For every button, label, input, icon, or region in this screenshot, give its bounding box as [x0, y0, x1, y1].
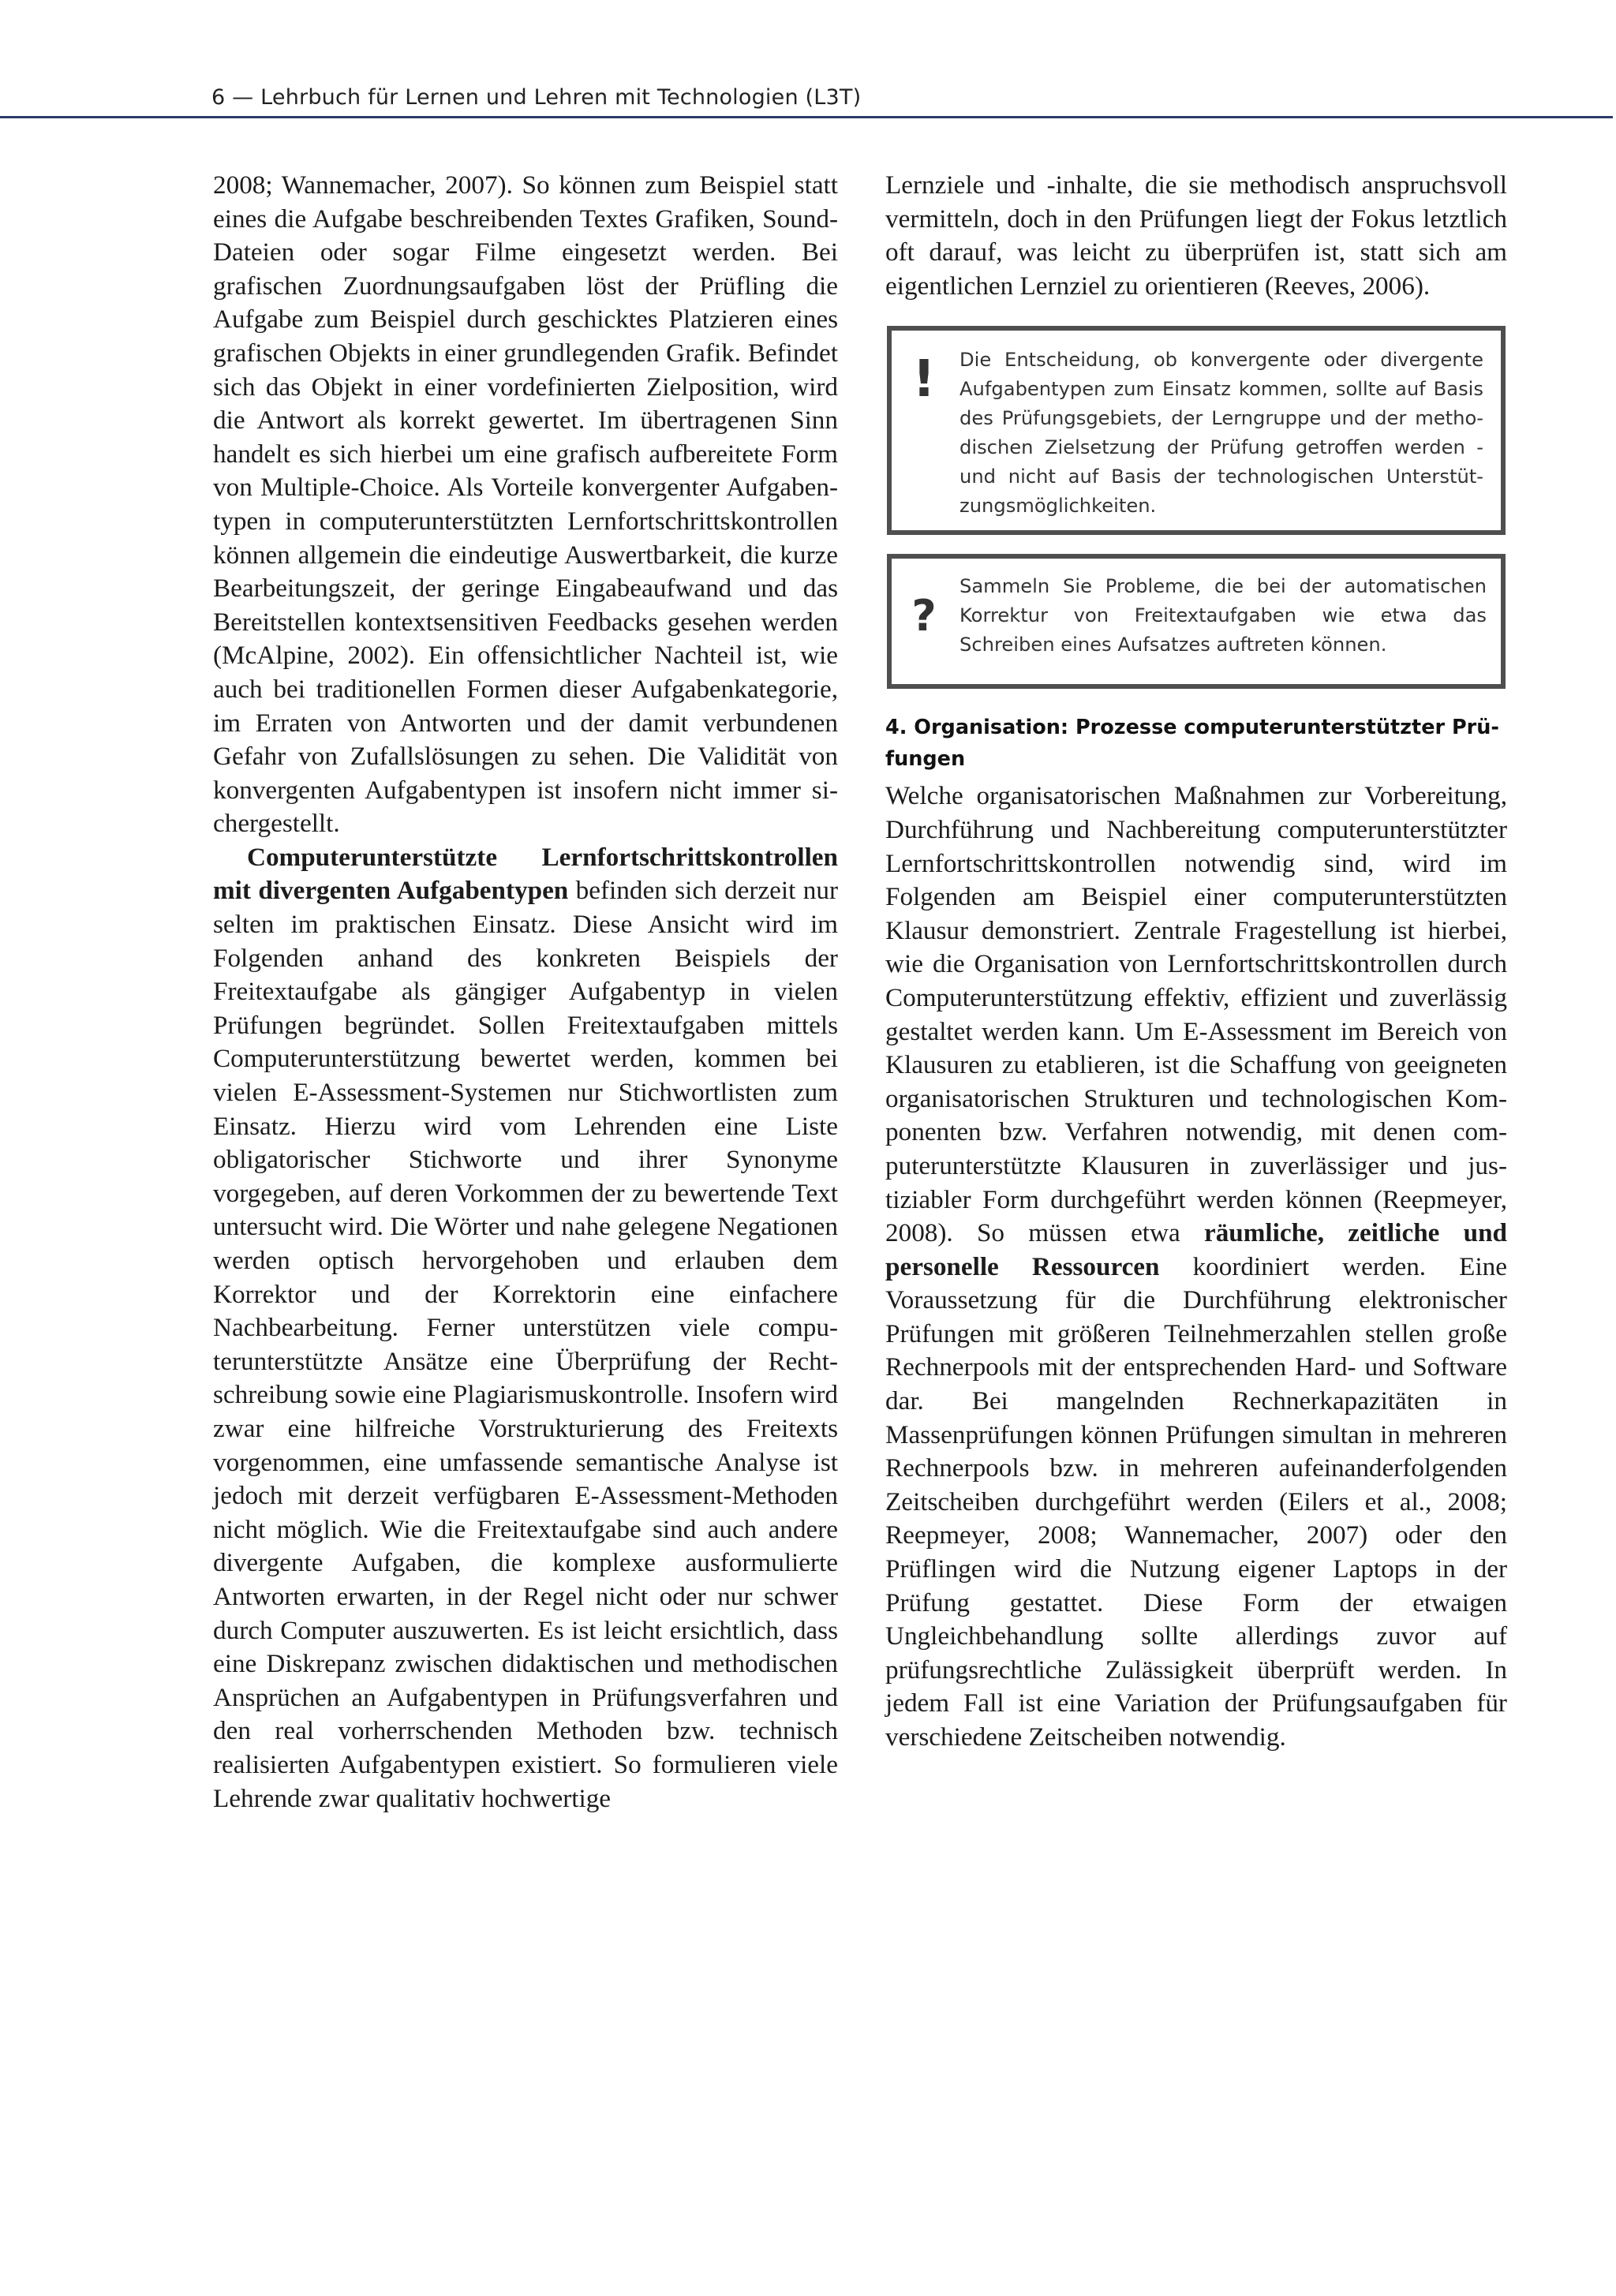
- task-box-text: Sammeln Sie Probleme, die bei der automatischen Korrektur von Freitextaufgaben wie etwa das Schreiben eines Aufsatzes auftreten können.: [960, 575, 1487, 656]
- note-box: [887, 326, 1506, 535]
- exclamation-icon: !: [912, 350, 936, 409]
- text-run: befinden sich derzeit nur selten im praktischen Einsatz. Diese Ansicht wird im Folgenden anhand des konkreten Beispiels der Freitextaufgabe als gängiger Aufgabentyp in vielen Prüfungen begründet. Sollen Freitextaufgaben mittels Computerunterstützung bewertet werden, kommen bei vielen E-Assessment-Systemen nur Stichwortlisten zum Einsatz. Hierzu wird vom Lehrenden eine Liste obligatorischer Stichworte und ihrer Synonyme vorgegeben, auf deren Vorkommen der zu bewertende Text untersucht wird. Die Wörter und nahe gelegene Negationen werden optisch hervorgehoben und erlauben dem Korrektor und der Korrektorin eine einfachere Nachbearbeitung. Ferner unterstützen viele computerunterstützte Ansätze eine Überprüfung der Rechtschreibung sowie eine Plagiarismuskontrolle. Insofern wird zwar eine hilfreiche Vorstrukturierung des Freitexts vorgenommen, eine umfassende semantische Analyse ist jedoch mit derzeit verfügbaren E-Assessment-Methoden nicht möglich. Wie die Freitextaufgabe sind auch andere divergente Aufgaben, die komplexe ausformulierte Antworten erwarten, in der Regel nicht oder nur schwer durch Computer auszuwerten. Es ist leicht ersichtlich, dass eine Diskrepanz zwischen didaktischen und methodischen Ansprüchen an Aufgabentypen in Prüfungsverfahren und den real vorherrschenden Methoden bzw. technisch realisierten Aufgabentypen existiert. So formulieren viele Lehrende zwar qualitativ hochwertige: [213, 876, 838, 1813]
- running-head: 6 — Lehrbuch für Lernen und Lehren mit Technologien (L3T): [211, 85, 862, 110]
- body-paragraph: [885, 169, 1507, 303]
- question-icon: ?: [911, 591, 937, 641]
- section-heading: 4. Organisation: Prozesse computerunterstützter Prüfungen: [885, 716, 1499, 772]
- text-run: koordiniert werden. Eine Voraussetzung für die Durchführung elektronischer Prüfungen mit größeren Teilnehmerzahlen stellen große Rechnerpools mit der entsprechenden Hard- und Software dar. Bei mangelnden Rechnerkapazitäten in Massenprüfungen können Prüfungen simultan in mehreren Rechnerpools bzw. in mehreren aufeinanderfolgenden Zeitscheiben durchgeführt werden (Eilers et al., 2008; Reepmeyer, 2008; Wannemacher, 2007) oder den Prüflingen wird die Nutzung eigener Laptops in der Prüfung gestattet. Diese Form der etwaigen Ungleichbehandlung sollte allerdings zuvor auf prüfungsrechtliche Zulässigkeit überprüft werden. In jedem Fall ist eine Variation der Prüfungsaufgaben für verschiedene Zeitscheiben notwendig.: [885, 1251, 1507, 1752]
- text-run: Lernziele und -inhalte, die sie methodisch anspruchsvoll vermitteln, doch in den Prüfungen liegt der Fokus letztlich oft darauf, was leicht zu überprüfen ist, statt sich am eigentlichen Lernziel zu orientieren (Reeves, 2006).: [885, 170, 1507, 301]
- body-paragraph: [213, 841, 838, 1815]
- body-paragraph: [213, 169, 838, 841]
- text-run: Welche organisatorischen Maßnahmen zur Vorbereitung, Durchführung und Nachbereitung computerunterstützter Lernfortschrittskontrollen notwendig sind, wird im Folgenden am Beispiel einer computerunterstützten Klausur demonstriert. Zentrale Fragestellung ist hierbei, wie die Organisation von Lernfortschrittskontrollen durch Computerunterstützung effektiv, effizient und zuverlässig gestaltet werden kann. Um E-Assessment im Bereich von Klausuren zu etablieren, ist die Schaffung von geeigneten organisatorischen Strukturen und technologischen Komponenten bzw. Verfahren notwendig, mit denen computerunterstützte Klausuren in zuverlässiger und justiziabler Form durchgeführt werden können (Reepmeyer, 2008). So müssen etwa: [885, 781, 1507, 1248]
- text-run: 2008; Wannemacher, 2007). So können zum Beispiel statt eines die Aufgabe beschreibenden Textes Grafiken, Sound-Dateien oder sogar Filme eingesetzt werden. Bei grafischen Zuordnungsaufgaben löst der Prüfling die Aufgabe zum Beispiel durch geschicktes Platzieren eines grafischen Objekts in einer grundlegenden Grafik. Befindet sich das Objekt in einer vordefinierten Zielposition, wird die Antwort als korrekt gewertet. Im übertragenen Sinn handelt es sich hierbei um eine grafisch aufbereitete Form von Multiple-Choice. Als Vorteile konvergenter Aufgabentypen in computerunterstützten Lernfortschrittskontrollen können allgemein die eindeutige Auswertbarkeit, die kurze Bearbeitungszeit, der geringe Eingabeaufwand und das Bereitstellen kontextsensitiven Feedbacks gesehen werden (McAlpine, 2002). Ein offensichtlicher Nachteil ist, wie auch bei traditionellen Formen dieser Aufgabenkategorie, im Erraten von Antworten und der damit verbundenen Gefahr von Zufallslösungen zu sehen. Die Validität von konvergenten Aufgabentypen ist insofern nicht immer sichergestellt.: [213, 170, 838, 839]
- bold-text-run: Computerunterstützte Lernfortschrittskontrollen mit divergenten Aufgabentypen: [213, 842, 838, 906]
- note-box-text: Die Entscheidung, ob konvergente oder divergente Aufgabentypen zum Einsatz kommen, sollte auf Basis des Prüfungsgebiets, der Lerngruppe und der methodischen Zielsetzung der Prüfung getroffen werden - und nicht auf Basis der technologischen Unterstützungsmöglichkeiten.: [960, 349, 1483, 518]
- left-column: [213, 169, 838, 1815]
- right-column: [885, 169, 1507, 1755]
- body-paragraph: [885, 780, 1507, 1754]
- bold-text-run: räumliche, zeitliche und personelle Ressourcen: [885, 1218, 1507, 1281]
- header-rule: [0, 116, 1613, 118]
- task-box: [887, 554, 1506, 689]
